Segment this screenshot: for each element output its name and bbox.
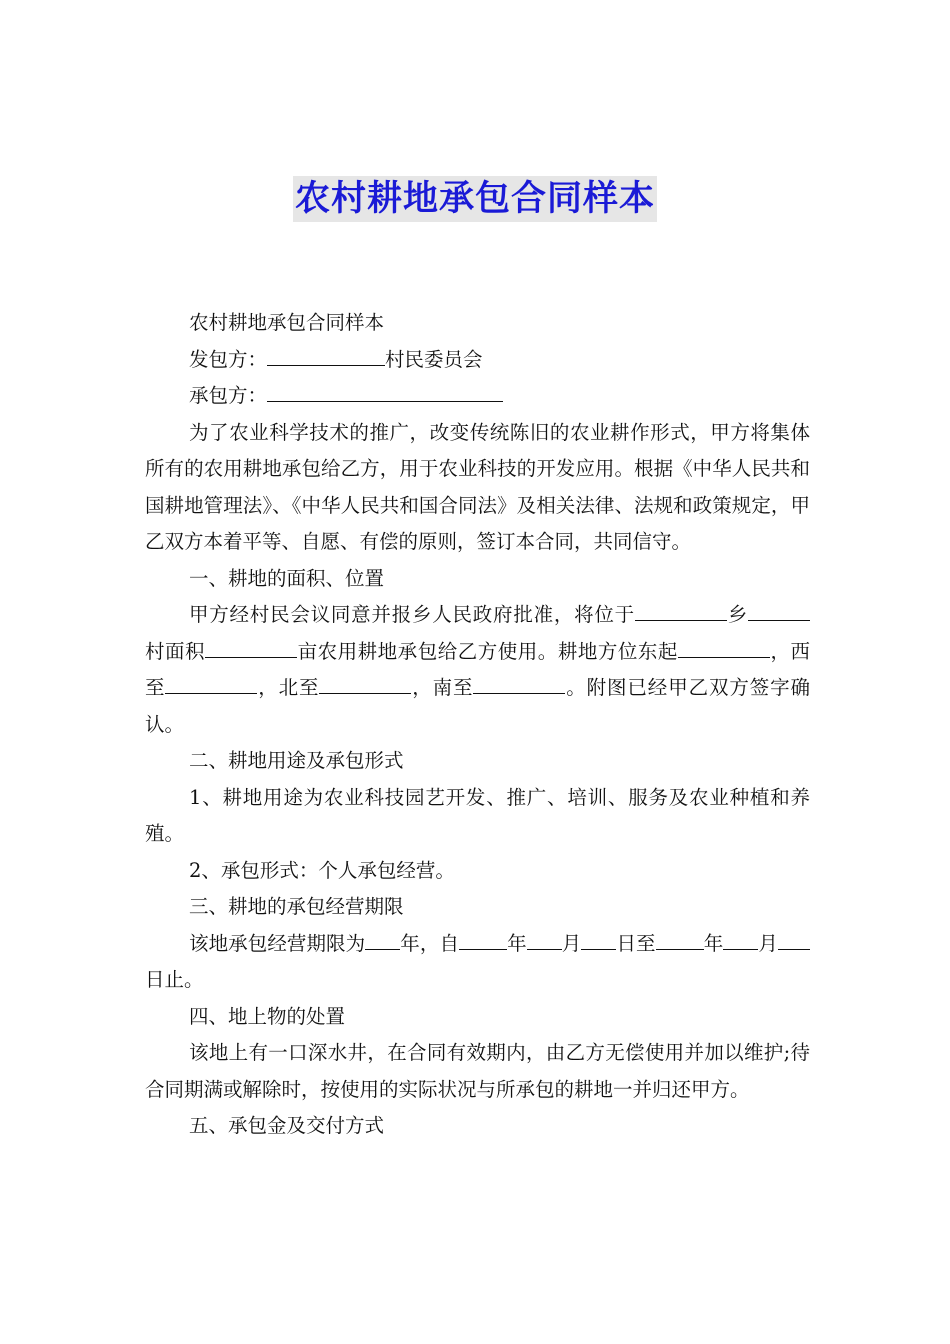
section3-paragraph [145, 926, 810, 999]
section3-text-2: 年，自 [400, 931, 460, 955]
section4-paragraph: 该地上有一口深水井，在合同有效期内，由乙方无偿使用并加以维护;待合同期满或解除时，按使用的实际状况与所承包的耕地一并归还甲方。 [145, 1041, 810, 1101]
party-a-suffix: 村民委员会 [385, 347, 483, 371]
village-blank [748, 598, 810, 621]
subtitle-line: 农村耕地承包合同样本 [189, 311, 385, 334]
area-blank [205, 635, 297, 658]
section3-text-8: 日止。 [145, 968, 204, 991]
section1-text-5: ，西至 [145, 639, 810, 699]
section4-heading: 四、地上物的处置 [189, 1004, 346, 1028]
end-year-blank [656, 927, 704, 950]
section1-text-2: 乡 [726, 603, 748, 626]
section3-text-7: 月 [758, 931, 778, 955]
section3-text-3: 年 [507, 931, 527, 955]
term-years-blank [365, 927, 400, 950]
section1-text-3: 村面积 [145, 639, 206, 663]
party-b-label: 承包方： [189, 384, 268, 407]
section1-paragraph [145, 597, 810, 743]
section1-text-8: 。附图已经甲乙双方签字确认。 [145, 676, 810, 736]
section3-text-1: 该地承包经营期限为 [189, 931, 366, 955]
section3-text-6: 年 [703, 931, 724, 955]
section1-text-4: 亩农用耕地承包给乙方使用。耕地方位东起 [297, 639, 678, 663]
section1-heading: 一、耕地的面积、位置 [189, 566, 385, 590]
document-title: 农村耕地承包合同样本 [293, 176, 657, 222]
section1-text-7: ，南至 [411, 676, 474, 699]
intro-paragraph: 为了农业科学技术的推广，改变传统陈旧的农业耕作形式，甲方将集体所有的农用耕地承包给乙方，用于农业科技的开发应用。根据《中华人民共和国耕地管理法》、《中华人民共和国合同法》及相关法律、法规和政策规定，甲乙双方本着平等、自愿、有偿的原则，签订本合同，共同信守。 [145, 420, 810, 553]
section1-text-1: 甲方经村民会议同意并报乡人民政府批准，将位于 [189, 603, 635, 626]
party-b-blank [267, 379, 503, 402]
end-day-blank [778, 927, 810, 950]
west-blank [165, 671, 257, 694]
title-area [0, 176, 950, 222]
section1-text-6: ，北至 [257, 676, 320, 699]
section2-item-1: 1、耕地用途为农业科技园艺开发、推广、培训、服务及农业种植和养殖。 [145, 785, 810, 845]
end-month-blank [723, 927, 758, 950]
north-blank [319, 671, 411, 694]
section2-heading: 二、耕地用途及承包形式 [189, 749, 404, 772]
party-a-line [145, 342, 810, 379]
start-month-blank [527, 927, 562, 950]
township-blank [635, 598, 727, 621]
document-body [145, 305, 810, 1145]
east-blank [678, 635, 770, 658]
start-day-blank [581, 927, 616, 950]
start-year-blank [459, 927, 507, 950]
section5-heading: 五、承包金及交付方式 [189, 1114, 385, 1137]
section2-item-2: 2、承包形式：个人承包经营。 [189, 858, 455, 882]
south-blank [473, 671, 565, 694]
party-a-blank [267, 343, 385, 366]
section3-text-5: 日至 [616, 931, 656, 955]
section3-text-4: 月 [561, 931, 582, 955]
section3-heading: 三、耕地的承包经营期限 [189, 895, 404, 918]
party-a-label: 发包方： [189, 347, 268, 371]
party-b-line [145, 378, 810, 415]
